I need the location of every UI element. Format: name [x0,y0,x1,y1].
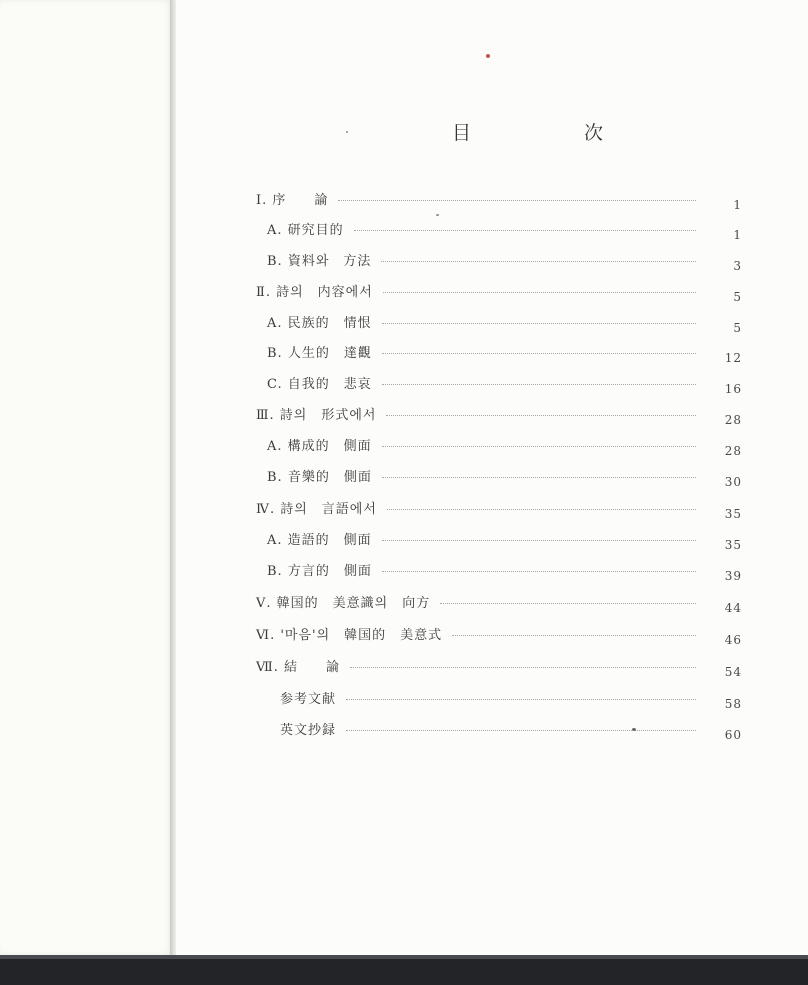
toc-leader-dots [452,635,696,636]
toc-entry-title: A. 民族的 情恨 [267,316,372,331]
toc-leader-dots [382,540,696,541]
toc-entry-title: Ⅲ. 詩의 形式에서 [256,408,377,423]
toc-entry [267,555,742,583]
toc-leader-dots [383,292,696,293]
toc-entry-title: A. 構成的 側面 [267,439,372,454]
page-title-char-1: 目 [452,122,472,144]
toc-entry-page: 5 [733,290,742,304]
toc-entry-page: 60 [724,728,742,742]
toc-leader-dots [354,230,696,231]
toc-entry [256,619,742,647]
toc-entry [267,461,742,489]
toc-entry-page: 44 [724,601,742,615]
toc-leader-dots [346,730,696,731]
toc-leader-dots [350,667,696,668]
toc-entry [256,493,742,521]
toc-entry-page: 35 [724,538,742,552]
toc-entry-page: 35 [724,507,742,521]
table-of-contents [176,0,808,955]
scan-speck [346,131,348,133]
toc-entry-page: 58 [724,697,742,711]
toc-entry-title: B. 人生的 達觀 [267,346,372,361]
toc-entry [256,399,742,427]
toc-entry-title: B. 方言的 側面 [267,564,372,579]
toc-entry-title: 英文抄録 [280,723,337,738]
toc-leader-dots [382,384,696,385]
toc-entry [267,524,742,552]
toc-entry [267,245,742,273]
toc-entry-title: Ⅵ. '마음'의 韓国的 美意式 [256,628,443,643]
scan-speck [436,214,439,216]
toc-entry [280,714,742,742]
toc-leader-dots [382,571,696,572]
toc-entry [256,184,742,212]
toc-leader-dots [386,415,696,416]
toc-entry [267,307,742,335]
scanner-bed-edge [0,955,808,985]
toc-entry [267,430,742,458]
toc-entry [256,276,742,304]
toc-entry-page: 39 [724,569,742,583]
toc-entry-page: 46 [724,633,742,647]
toc-entry-title: B. 資料와 方法 [267,254,372,269]
toc-entry-page: 16 [724,382,742,396]
toc-entry-page: 3 [733,259,742,273]
toc-entry-page: 54 [724,665,742,679]
toc-entry-title: A. 研究目的 [267,223,344,238]
toc-leader-dots [338,200,696,201]
toc-entry-page: 30 [724,475,742,489]
toc-entry-title: Ⅱ. 詩의 内容에서 [256,285,373,300]
scan-speck [486,54,490,58]
toc-entry-title: B. 音樂的 側面 [267,470,372,485]
toc-leader-dots [346,699,696,700]
toc-entry-page: 5 [733,321,742,335]
toc-entry [267,337,742,365]
page-title-char-2: 次 [584,122,604,144]
toc-entry-page: 28 [724,413,742,427]
toc-leader-dots [382,446,696,447]
toc-leader-dots [381,261,696,262]
toc-entry-title: 参考文献 [280,692,337,707]
toc-entry-page: 28 [724,444,742,458]
scan-speck [632,728,636,731]
toc-entry-title: Ⅶ. 結 論 [256,660,341,675]
toc-entry [256,587,742,615]
toc-leader-dots [382,353,696,354]
toc-entry-title: Ⅳ. 詩의 言語에서 [256,502,377,517]
toc-entry-page: 12 [724,351,742,365]
toc-entry-page: 1 [733,228,742,242]
toc-leader-dots [387,509,696,510]
toc-entry-page: 1 [733,198,742,212]
toc-entry-title: Ⅴ. 韓国的 美意識의 向方 [256,596,431,611]
toc-entry-title: Ⅰ. 序 論 [256,193,329,208]
toc-leader-dots [440,603,696,604]
toc-entry-title: C. 自我的 悲哀 [267,377,372,392]
toc-entry-title: A. 造語的 側面 [267,533,372,548]
left-page [0,0,172,955]
toc-leader-dots [382,323,696,324]
toc-entry [256,651,742,679]
toc-leader-dots [382,477,696,478]
toc-entry [267,214,742,242]
toc-entry [280,683,742,711]
toc-entry [267,368,742,396]
